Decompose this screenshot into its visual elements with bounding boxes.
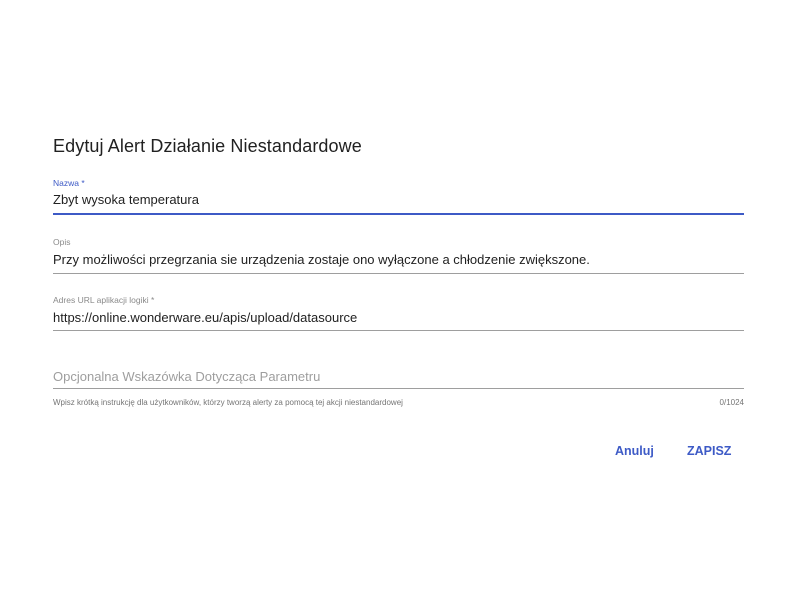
cancel-button[interactable]: Anuluj (609, 439, 660, 463)
dialog-title: Edytuj Alert Działanie Niestandardowe (53, 136, 362, 156)
hint-helper-text: Wpisz krótką instrukcję dla użytkowników, którzy tworzą alerty za pomocą tej akcji niestandardowej (53, 398, 403, 407)
hint-helper-row (53, 398, 744, 408)
name-input[interactable] (53, 191, 744, 209)
url-field-underline (53, 330, 744, 331)
description-field-underline (53, 273, 744, 274)
url-field (53, 295, 744, 335)
name-field (53, 178, 744, 218)
url-field-label: Adres URL aplikacji logiki * (53, 295, 155, 305)
name-field-label: Nazwa * (53, 178, 85, 188)
hint-character-counter: 0/1024 (719, 398, 744, 407)
name-field-underline (53, 213, 744, 215)
url-input[interactable] (53, 309, 744, 327)
edit-alert-dialog (53, 134, 744, 458)
hint-field-underline (53, 388, 744, 389)
dialog-actions (53, 439, 744, 469)
description-input[interactable] (53, 251, 744, 269)
save-button[interactable]: ZAPISZ (681, 439, 737, 463)
hint-field (53, 368, 744, 412)
description-field-label: Opis (53, 237, 71, 247)
hint-input[interactable] (53, 368, 744, 386)
description-field (53, 237, 744, 277)
